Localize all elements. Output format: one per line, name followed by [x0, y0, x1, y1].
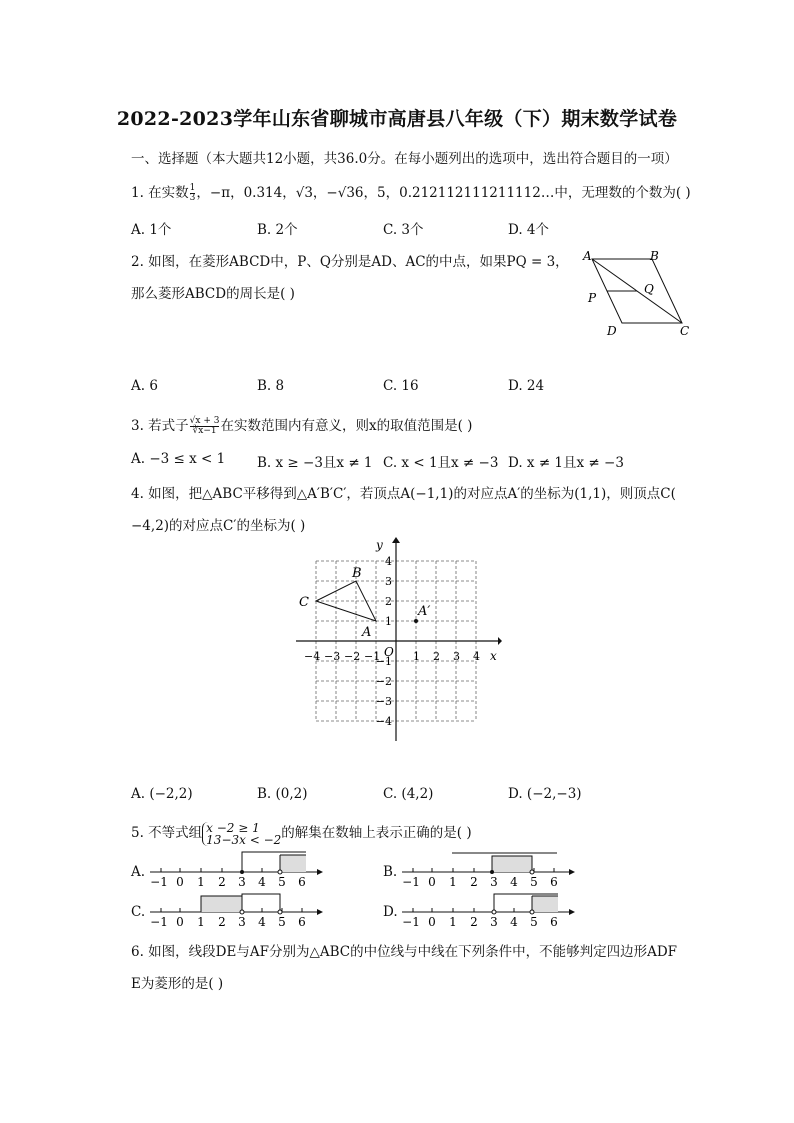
y-tick: −3	[375, 695, 392, 708]
q4-option-b[interactable]: B. (0,2)	[257, 786, 308, 802]
q2-option-b[interactable]: B. 8	[257, 378, 285, 394]
q1-frac-num: 1	[189, 183, 196, 193]
q1-frac-den: 3	[189, 193, 196, 203]
y-tick: 1	[385, 615, 392, 628]
tick-label: 4	[510, 915, 518, 928]
q5-numberline-c[interactable]	[145, 886, 325, 928]
q5-inequality-1: x −2 ≥ 1	[206, 820, 260, 835]
tick-label: −1	[402, 875, 420, 888]
tick-label: 3	[490, 875, 498, 888]
q4-line-1: 4. 如图，把△ABC平移得到△A′B′C′，若顶点A(−1,1)的对应点A′的坐标为(1,1)，则顶点C(	[131, 486, 676, 502]
q3-frac-den: ∛x−1	[192, 426, 217, 436]
y-axis-arrow	[392, 537, 400, 543]
y-tick: 4	[385, 555, 392, 568]
q5-numberline-d[interactable]	[397, 886, 577, 928]
tick-label: 6	[550, 915, 558, 928]
q1-fraction	[190, 184, 196, 203]
q1-option-a[interactable]: A. 1个	[131, 222, 172, 238]
tick-label: 3	[238, 915, 246, 928]
q2-option-a[interactable]: A. 6	[131, 378, 158, 394]
y-tick: −1	[375, 655, 392, 668]
coordinate-grid-figure	[290, 535, 505, 745]
q2-line-1: 2. 如图，在菱形ABCD中，P、Q分别是AD、AC的中点，如果PQ = 3，	[131, 254, 569, 270]
x-tick: 1	[413, 650, 420, 663]
q4-option-d[interactable]: D. (−2,−3)	[508, 786, 582, 802]
y-tick: 2	[385, 595, 392, 608]
tick-label: 3	[238, 875, 246, 888]
page-title: 2022-2023学年山东省聊城市高唐县八年级（下）期末数学试卷	[116, 108, 678, 130]
q5-system	[202, 822, 281, 846]
x-tick: −4	[304, 650, 321, 663]
tick-label: 2	[218, 875, 226, 888]
tick-label: −1	[402, 915, 420, 928]
tick-label: 5	[278, 875, 286, 888]
tick-label: 4	[258, 915, 266, 928]
axis-x-label: x	[490, 649, 497, 663]
q5-body: 的解集在数轴上表示正确的是( )	[281, 825, 472, 841]
q4-line-2: −4,2)的对应点C′的坐标为( )	[131, 518, 306, 534]
x-tick: −3	[324, 650, 341, 663]
q5-option-b-letter[interactable]: B.	[383, 864, 398, 880]
label-a: A	[583, 249, 592, 263]
tick-label: 5	[530, 875, 538, 888]
tick-label: 0	[428, 915, 436, 928]
question-3	[131, 414, 472, 436]
tick-label: 1	[197, 915, 205, 928]
q3-body: 在实数范围内有意义，则x的取值范围是( )	[220, 418, 473, 434]
q3-option-c[interactable]: C. x < 1且x ≠ −3	[383, 455, 499, 471]
origin-label: O	[384, 645, 394, 659]
label-c: C	[680, 324, 690, 338]
tick-label: 1	[449, 915, 457, 928]
q2-option-c[interactable]: C. 16	[383, 378, 419, 394]
question-1	[131, 181, 691, 203]
q1-option-c[interactable]: C. 3个	[383, 222, 424, 238]
q3-prefix: 3. 若式子	[131, 418, 189, 434]
tick-label: 2	[218, 915, 226, 928]
tick-label: 4	[258, 875, 266, 888]
tick-label: 6	[550, 875, 558, 888]
tick-label: 2	[470, 915, 478, 928]
q5-option-a-letter[interactable]: A.	[131, 864, 146, 880]
q3-option-b[interactable]: B. x ≥ −3且x ≠ 1	[257, 455, 373, 471]
label-d: D	[607, 324, 617, 338]
axis-y-label: y	[376, 538, 383, 552]
q5-prefix: 5. 不等式组	[131, 825, 203, 841]
q5-numberline-a[interactable]	[145, 846, 325, 888]
q3-frac-num: √x + 3	[189, 416, 220, 426]
tick-label: 5	[530, 915, 538, 928]
tick-label: 0	[176, 875, 184, 888]
label-p: P	[588, 291, 597, 305]
q3-option-a[interactable]: A. −3 ≤ x < 1	[131, 451, 226, 467]
tick-label: 6	[298, 915, 306, 928]
tick-label: 2	[470, 875, 478, 888]
rhombus-figure	[580, 245, 695, 340]
tick-label: −1	[150, 915, 168, 928]
question-5	[131, 821, 472, 846]
q5-option-c-letter[interactable]: C.	[131, 904, 146, 920]
x-tick: 2	[433, 650, 440, 663]
y-tick: −4	[375, 715, 392, 728]
tick-label: −1	[150, 875, 168, 888]
label-a-prime: A′	[418, 604, 431, 619]
q3-option-d[interactable]: D. x ≠ 1且x ≠ −3	[508, 455, 624, 471]
q2-line-2: 那么菱形ABCD的周长是( )	[131, 286, 295, 302]
q6-line-1: 6. 如图，线段DE与AF分别为△ABC的中位线与中线在下列条件中，不能够判定四边形ADF	[131, 944, 678, 960]
tick-label: 3	[490, 915, 498, 928]
tick-label: 1	[197, 875, 205, 888]
q1-body: ，−π，0.314，√3，−√36，5，0.212112111211112…中，无理数的个数为( )	[196, 185, 691, 201]
label-b: B	[352, 566, 362, 581]
x-tick: −1	[364, 650, 381, 663]
label-a: A	[362, 625, 372, 640]
tick-label: 0	[176, 915, 184, 928]
tick-label: 6	[298, 875, 306, 888]
tick-label: 5	[278, 915, 286, 928]
q5-inequality-2: 13−3x < −2	[206, 832, 282, 847]
q5-numberline-b[interactable]	[397, 846, 577, 888]
y-tick: 3	[385, 575, 392, 588]
label-q: Q	[644, 282, 654, 296]
q3-fraction	[190, 417, 220, 436]
x-tick: −2	[344, 650, 361, 663]
x-tick: 4	[473, 650, 480, 663]
tick-label: 1	[449, 875, 457, 888]
q1-prefix: 1. 在实数	[131, 185, 189, 201]
q4-option-a[interactable]: A. (−2,2)	[131, 786, 193, 802]
q1-option-d[interactable]: D. 4个	[508, 222, 550, 238]
label-b: B	[650, 249, 659, 263]
q5-option-d-letter[interactable]: D.	[383, 904, 398, 920]
x-axis-arrow	[498, 637, 502, 645]
q6-line-2: E为菱形的是( )	[131, 976, 224, 992]
q4-option-c[interactable]: C. (4,2)	[383, 786, 434, 802]
x-tick: 3	[453, 650, 460, 663]
q1-option-b[interactable]: B. 2个	[257, 222, 298, 238]
tick-label: 0	[428, 875, 436, 888]
y-tick: −2	[375, 675, 392, 688]
q2-option-d[interactable]: D. 24	[508, 378, 545, 394]
section-heading: 一、选择题（本大题共12小题，共36.0分。在每小题列出的选项中，选出符合题目的一项）	[131, 151, 678, 167]
label-c: C	[299, 595, 309, 610]
point-a-prime	[414, 619, 418, 623]
tick-label: 4	[510, 875, 518, 888]
